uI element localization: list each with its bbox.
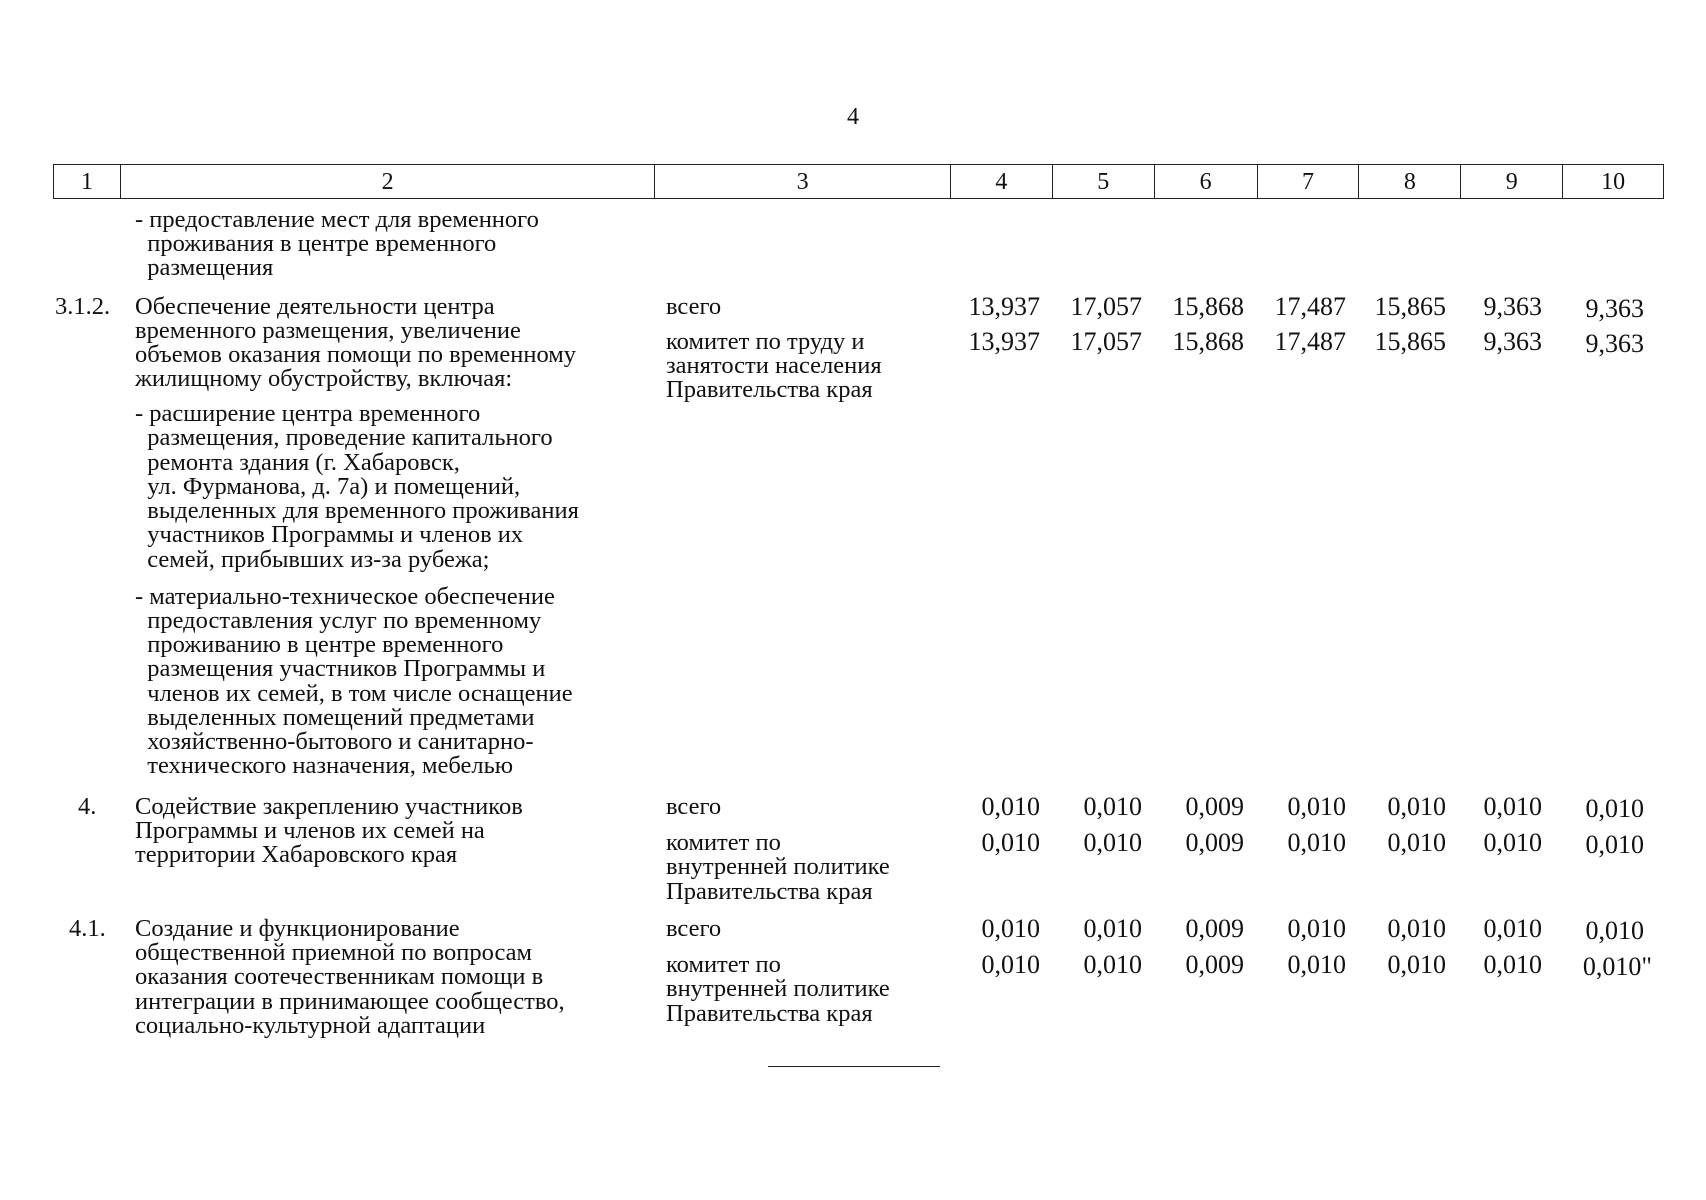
value-cell: 13,937 [968, 327, 1040, 356]
item-description-line: размещения [135, 254, 274, 281]
value-cell: 0,010 [1483, 792, 1542, 821]
header-cell: 2 [121, 165, 655, 198]
item-description-line: жилищному обустройству, включая: [135, 365, 513, 392]
item-description-line: Программы и членов их семей на [135, 817, 485, 844]
funding-source-line: комитет по [666, 829, 781, 856]
value-cell: 17,487 [1274, 327, 1346, 356]
value-cell: 0,010 [981, 828, 1040, 857]
value-cell: 0,010" [1582, 952, 1652, 981]
sub-item-line: проживанию в центре временного [135, 631, 504, 658]
header-cell: 3 [655, 165, 951, 198]
value-cell: 0,009 [1185, 914, 1244, 943]
value-cell: 9,363 [1585, 294, 1644, 323]
header-cell: 4 [951, 165, 1053, 198]
sub-item-line: - расширение центра временного [135, 400, 481, 427]
sub-item-line: ул. Фурманова, д. 7а) и помещений, [135, 473, 521, 500]
sub-item-line: технического назначения, мебелью [135, 752, 514, 779]
value-cell: 17,487 [1274, 292, 1346, 321]
value-cell: 0,010 [1287, 828, 1346, 857]
funding-source-line: внутренней политике [666, 853, 890, 880]
value-cell: 0,010 [1083, 792, 1142, 821]
item-number: 3.1.2. [55, 293, 111, 320]
item-description-line: объемов оказания помощи по временному [135, 341, 576, 368]
funding-source-line: Правительства края [666, 1000, 873, 1027]
closing-rule [768, 1066, 940, 1067]
sub-item-line: хозяйственно-бытового и санитарно- [135, 728, 534, 755]
value-cell: 0,009 [1185, 950, 1244, 979]
funding-source-line: комитет по [666, 951, 781, 978]
header-cell: 1 [54, 165, 121, 198]
value-cell: 13,937 [968, 292, 1040, 321]
item-description-line: Обеспечение деятельности центра [135, 293, 495, 320]
value-cell: 15,868 [1172, 292, 1244, 321]
header-cell: 10 [1601, 169, 1626, 195]
value-cell: 0,010 [1387, 792, 1446, 821]
item-description-line: социально-культурной адаптации [135, 1012, 486, 1039]
value-cell: 0,010 [1483, 950, 1542, 979]
value-cell: 15,865 [1374, 327, 1446, 356]
header-cell: 6 [1155, 165, 1258, 198]
item-description-line: территории Хабаровского края [135, 841, 458, 868]
item-description-line: общественной приемной по вопросам [135, 939, 533, 966]
value-cell: 0,010 [1483, 828, 1542, 857]
value-cell: 0,010 [1483, 914, 1542, 943]
header-cell: 8 [1359, 165, 1461, 198]
sub-item-line: размещения, проведение капитального [135, 424, 553, 451]
sub-item-line: ремонта здания (г. Хабаровск, [135, 449, 460, 476]
value-cell: 15,865 [1374, 292, 1446, 321]
funding-source-line: внутренней политике [666, 975, 890, 1002]
value-cell: 0,010 [981, 792, 1040, 821]
sub-item-line: выделенных помещений предметами [135, 704, 535, 731]
funding-source-line: комитет по труду и [666, 328, 865, 355]
funding-source-line: всего [666, 293, 722, 320]
item-number: 4.1. [69, 915, 106, 942]
value-cell: 15,868 [1172, 327, 1244, 356]
value-cell: 17,057 [1070, 327, 1142, 356]
sub-item-line: выделенных для временного проживания [135, 497, 579, 524]
item-description-line: проживания в центре временного [135, 230, 497, 257]
sub-item-line: участников Программы и членов их [135, 521, 524, 548]
table-header-row [53, 164, 1664, 199]
item-description-line: Содействие закреплению участников [135, 793, 523, 820]
item-description-line: оказания соотечественникам помощи в [135, 963, 544, 990]
item-description-line: - предоставление мест для временного [135, 206, 539, 233]
value-cell: 0,010 [1083, 914, 1142, 943]
item-description-line: временного размещения, увеличение [135, 317, 521, 344]
item-description-line: интеграции в принимающее сообщество, [135, 988, 565, 1015]
value-cell: 9,363 [1483, 327, 1542, 356]
value-cell: 0,010 [1387, 828, 1446, 857]
sub-item-line: предоставления услуг по временному [135, 607, 542, 634]
value-cell: 0,010 [1585, 794, 1644, 823]
funding-source-line: всего [666, 915, 722, 942]
sub-item-line: размещения участников Программы и [135, 655, 546, 682]
funding-source-line: Правительства края [666, 878, 873, 905]
value-cell: 0,009 [1185, 828, 1244, 857]
value-cell: 17,057 [1070, 292, 1142, 321]
value-cell: 9,363 [1483, 292, 1542, 321]
value-cell: 0,010 [1083, 828, 1142, 857]
value-cell: 0,010 [981, 914, 1040, 943]
value-cell: 0,010 [1287, 914, 1346, 943]
sub-item-line: семей, прибывших из-за рубежа; [135, 546, 490, 573]
value-cell: 9,363 [1585, 329, 1644, 358]
page-number: 4 [847, 104, 859, 130]
header-cell: 9 [1461, 165, 1563, 198]
value-cell: 0,010 [1287, 950, 1346, 979]
funding-source-line: всего [666, 793, 722, 820]
header-cell: 5 [1053, 165, 1155, 198]
value-cell: 0,009 [1185, 792, 1244, 821]
value-cell: 0,010 [1585, 830, 1644, 859]
value-cell: 0,010 [1387, 914, 1446, 943]
item-description-line: Создание и функционирование [135, 915, 460, 942]
funding-source-line: Правительства края [666, 376, 873, 403]
value-cell: 0,010 [981, 950, 1040, 979]
sub-item-line: - материально-техническое обеспечение [135, 583, 555, 610]
value-cell: 0,010 [1083, 950, 1142, 979]
sub-item-line: членов их семей, в том числе оснащение [135, 680, 573, 707]
item-number: 4. [78, 793, 97, 820]
header-cell: 7 [1258, 165, 1360, 198]
value-cell: 0,010 [1585, 916, 1644, 945]
funding-source-line: занятости населения [666, 352, 882, 379]
value-cell: 0,010 [1387, 950, 1446, 979]
value-cell: 0,010 [1287, 792, 1346, 821]
